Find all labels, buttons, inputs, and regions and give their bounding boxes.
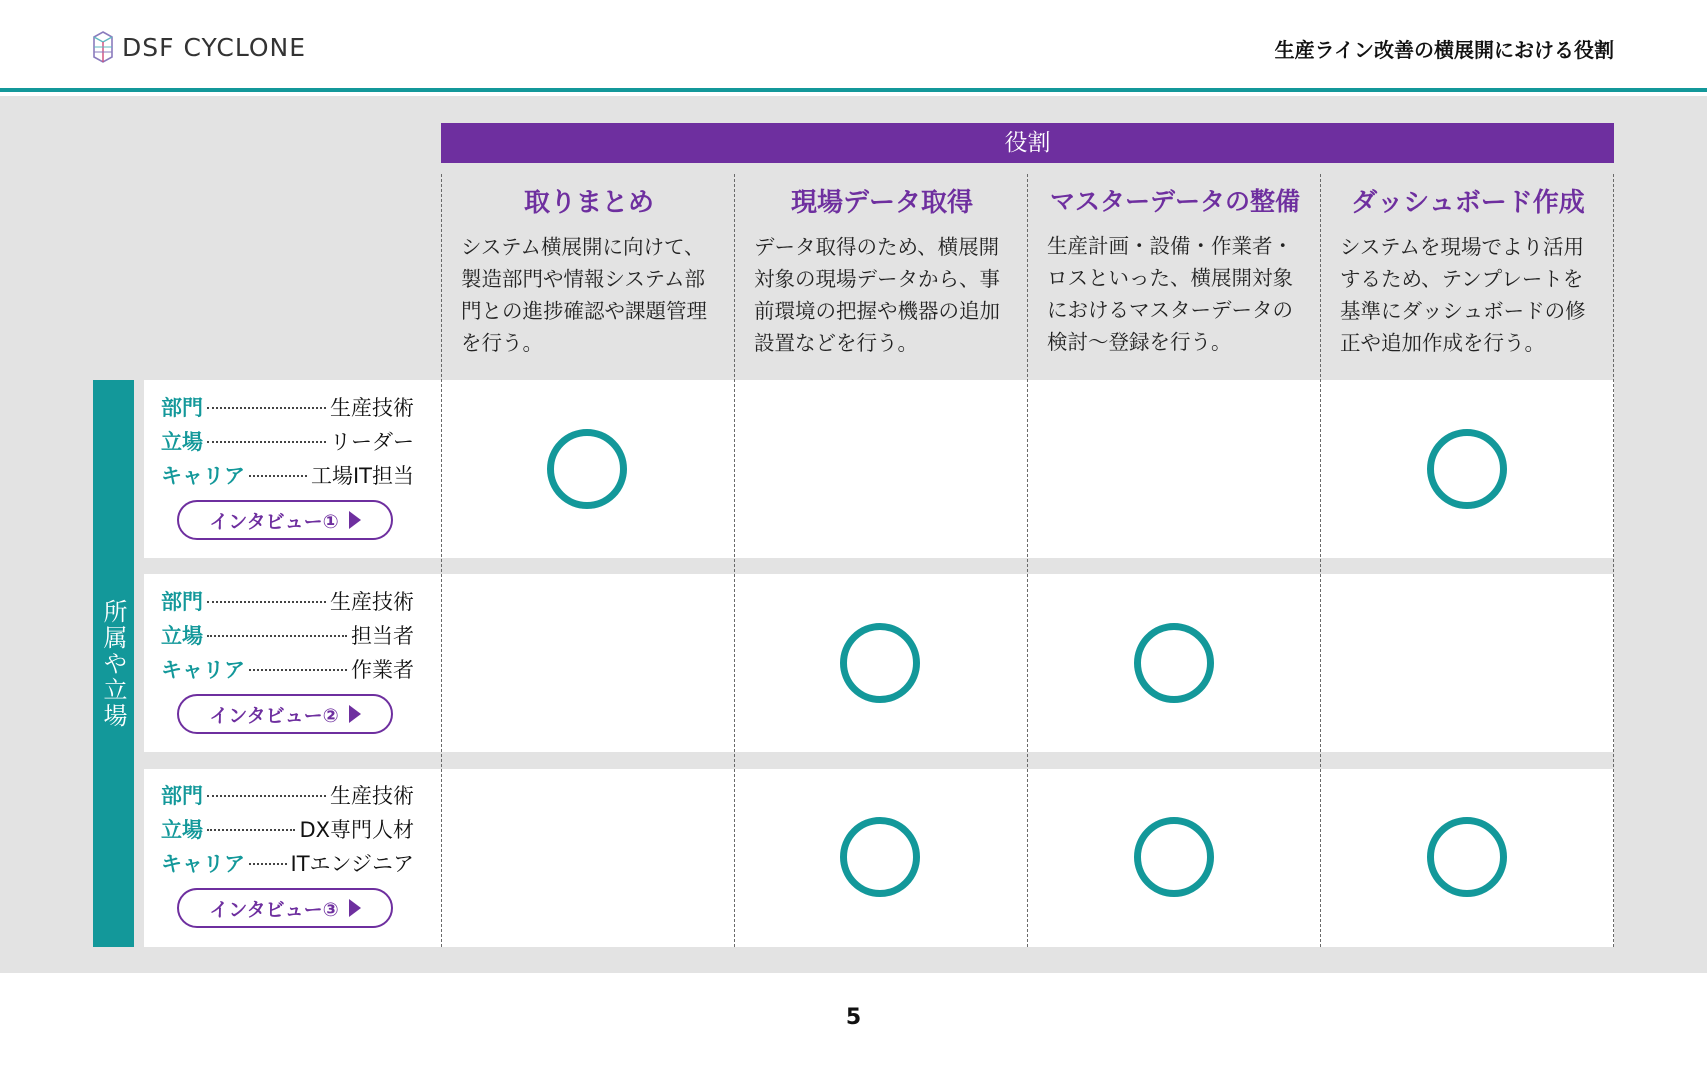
column-description: システム横展開に向けて、製造部門や情報システム部門との進捗確認や課題管理を行う。 [461, 235, 707, 355]
column-header-master-data [1027, 174, 1321, 380]
department-value: 生産技術 [330, 590, 414, 614]
info-department [161, 780, 414, 814]
column-divider [734, 174, 735, 947]
info-position [161, 620, 414, 654]
info-career [161, 460, 414, 494]
department-label: 部門 [161, 396, 203, 420]
column-title: マスターデータの整備 [1049, 187, 1300, 216]
info-department [161, 392, 414, 426]
column-divider [1027, 174, 1028, 947]
department-value: 生産技術 [330, 396, 414, 420]
person-info-1 [161, 392, 414, 494]
position-value: 担当者 [351, 624, 414, 648]
page-number: 5 [845, 1005, 862, 1030]
career-label: キャリア [161, 852, 245, 876]
interview-1-button[interactable] [177, 500, 393, 540]
circle-mark-icon [1427, 817, 1507, 897]
page-title: 生産ライン改善の横展開における役割 [1274, 38, 1614, 62]
position-value: DX専門人材 [299, 818, 414, 842]
column-description: システムを現場でより活用するため、テンプレートを基準にダッシュボードの修正や追加作成を行う。 [1340, 235, 1586, 355]
column-description: データ取得のため、横展開対象の現場データから、事前環境の把握や機器の追加設置などを行う。 [754, 235, 1000, 355]
department-label: 部門 [161, 590, 203, 614]
info-position [161, 814, 414, 848]
column-title: 取りまとめ [523, 188, 654, 218]
play-arrow-icon [349, 705, 361, 723]
play-arrow-icon [349, 899, 361, 917]
leader-dots [207, 635, 347, 637]
page-header [0, 0, 1707, 92]
circle-mark-icon [840, 623, 920, 703]
interview-2-button[interactable] [177, 694, 393, 734]
button-label: インタビュー③ [209, 898, 339, 921]
logo [92, 30, 306, 64]
career-value: 作業者 [351, 658, 414, 682]
circle-mark-icon [840, 817, 920, 897]
column-title: ダッシュボード作成 [1351, 188, 1585, 218]
position-value: リーダー [330, 430, 414, 454]
leader-dots [207, 407, 326, 409]
leader-dots [207, 829, 295, 831]
department-label: 部門 [161, 784, 203, 808]
circle-mark-icon [1427, 429, 1507, 509]
leader-dots [207, 441, 326, 443]
career-value: 工場IT担当 [310, 464, 414, 488]
career-label: キャリア [161, 464, 245, 488]
person-info-3 [161, 780, 414, 882]
play-arrow-icon [349, 511, 361, 529]
button-label: インタビュー② [209, 704, 339, 727]
leader-dots [207, 601, 326, 603]
leader-dots [249, 669, 347, 671]
column-divider [1613, 174, 1614, 947]
cube-logo-icon [92, 30, 114, 64]
role-header: 役割 [441, 123, 1614, 163]
circle-mark-icon [547, 429, 627, 509]
column-header-coordination [441, 174, 735, 380]
button-label: インタビュー① [209, 510, 339, 533]
department-value: 生産技術 [330, 784, 414, 808]
position-label: 立場 [161, 818, 203, 842]
career-label: キャリア [161, 658, 245, 682]
info-career [161, 848, 414, 882]
column-description: 生産計画・設備・作業者・ロスといった、横展開対象におけるマスターデータの検討〜登録を行う。 [1047, 234, 1293, 354]
circle-mark-icon [1134, 817, 1214, 897]
leader-dots [207, 795, 326, 797]
leader-dots [249, 863, 287, 865]
column-divider [441, 174, 442, 947]
circle-mark-icon [1134, 623, 1214, 703]
logo-text: DSF CYCLONE [122, 32, 307, 62]
column-header-field-data [734, 174, 1028, 380]
career-value: ITエンジニア [290, 852, 414, 876]
interview-3-button[interactable] [177, 888, 393, 928]
info-department [161, 586, 414, 620]
info-position [161, 426, 414, 460]
person-info-2 [161, 586, 414, 688]
leader-dots [249, 475, 307, 477]
column-divider [1320, 174, 1321, 947]
side-label [93, 380, 134, 947]
position-label: 立場 [161, 624, 203, 648]
position-label: 立場 [161, 430, 203, 454]
side-label-text: 所属や立場 [99, 598, 127, 729]
column-header-dashboard [1320, 174, 1614, 380]
info-career [161, 654, 414, 688]
column-title: 現場データ取得 [790, 188, 973, 218]
